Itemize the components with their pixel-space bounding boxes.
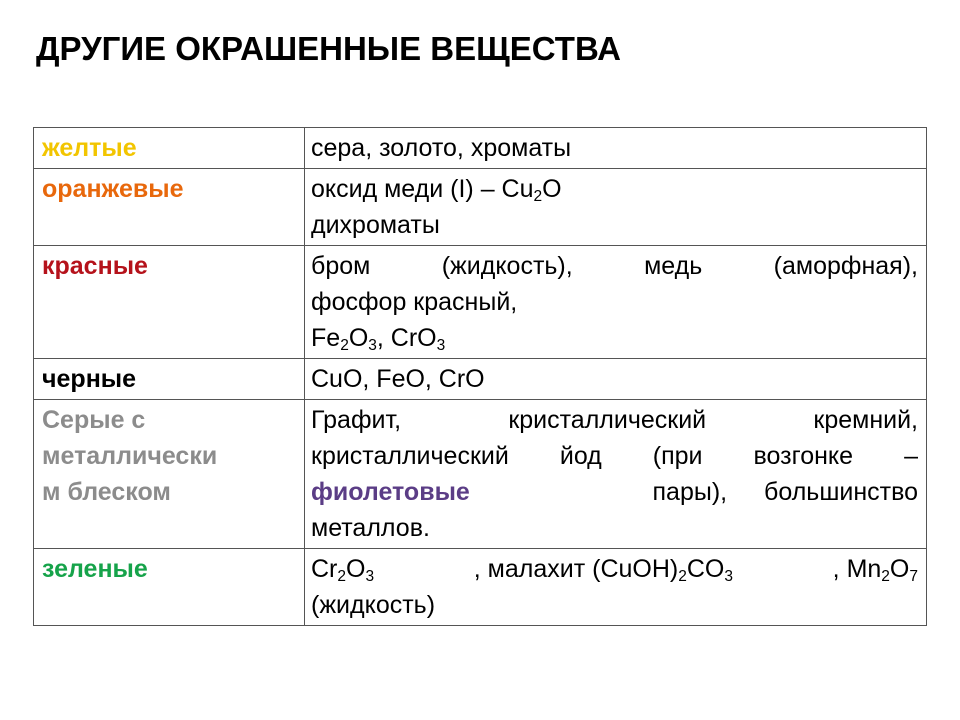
orange-line-1: оксид меди $(I) - Cu_2O$ <box>311 175 562 205</box>
orange-line-2: дихроматы <box>311 211 440 239</box>
table-row-red <box>34 246 927 359</box>
substances-yellow: сера, золото, хроматы <box>305 128 927 169</box>
substances-green <box>305 549 927 626</box>
table-row-yellow <box>34 128 927 169</box>
table-row-orange <box>34 169 927 246</box>
color-label-red: красные <box>34 246 305 359</box>
colored-substances-table <box>33 127 927 626</box>
red-line-2: фосфор красный, <box>311 288 518 316</box>
substances-gray <box>305 400 927 549</box>
gray-line-1: Графит, кристаллический кремний, <box>311 406 918 434</box>
color-label-orange: оранжевые <box>34 169 305 246</box>
gray-line-3: фиолетовые пары), большинство <box>311 474 918 510</box>
red-formulas: $Fe_2O_3$, CrO$_3$ <box>311 324 446 354</box>
gray-line-2: кристаллический йод (при возгонке – <box>311 442 918 470</box>
color-label-green: зеленые <box>34 549 305 626</box>
red-line-1: бром (жидкость), медь (аморфная), <box>311 252 918 280</box>
table-row-black <box>34 359 927 400</box>
table-row-gray <box>34 400 927 549</box>
color-label-yellow: желтые <box>34 128 305 169</box>
substances-red <box>305 246 927 359</box>
color-label-gray: Серые с металлически м блеском <box>34 400 305 549</box>
violet-word: фиолетовые <box>311 478 470 506</box>
substances-orange <box>305 169 927 246</box>
table-row-green <box>34 549 927 626</box>
substances-black: CuO, FeO, CrO <box>305 359 927 400</box>
green-line-2: (жидкость) <box>311 591 436 619</box>
gray-line-4: металлов. <box>311 514 430 542</box>
page-title: ДРУГИЕ ОКРАШЕННЫЕ ВЕЩЕСТВА <box>36 30 621 67</box>
color-label-black: черные <box>34 359 305 400</box>
green-line-1: $Cr_2O_3$ , малахит $(CuOH)_2CO_3$ , $Mn_2O_7$ <box>311 555 918 585</box>
